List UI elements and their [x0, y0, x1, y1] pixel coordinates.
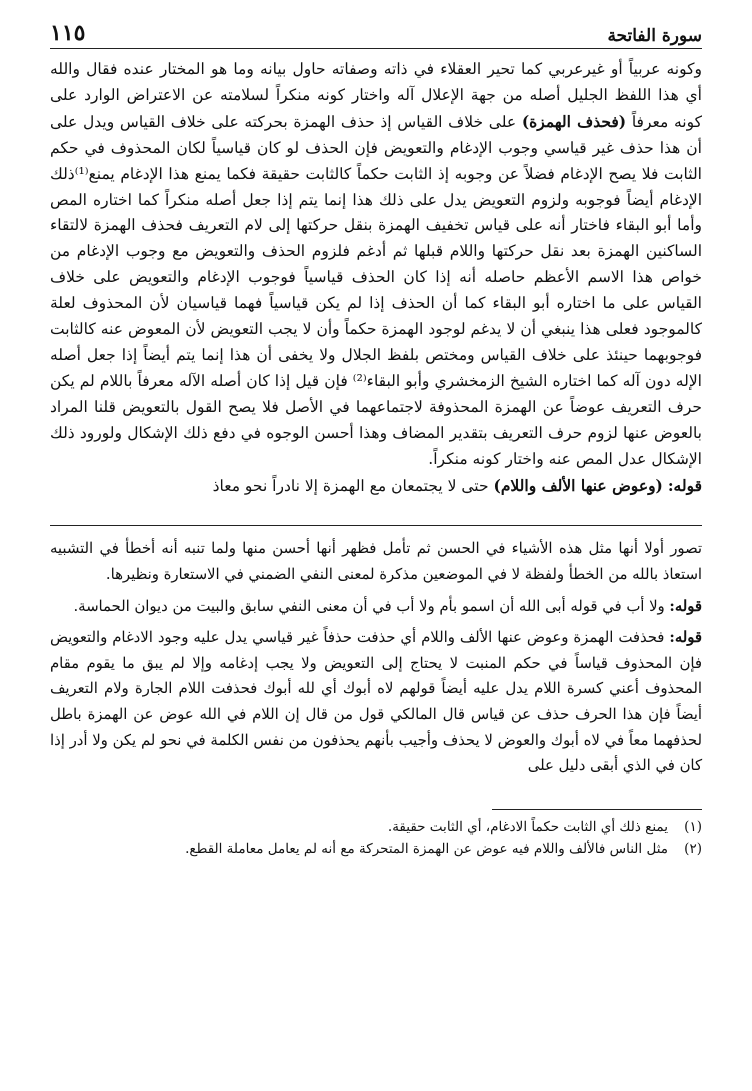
quote-bold-text: (وعوض عنها الألف واللام) [493, 475, 663, 495]
footnote-1 [50, 816, 702, 838]
commentary-text: ولا أب في قوله أبى الله أن اسمو بأم ولا أب في أن معنى النفي سابق والبيت من ديوان الحماسة. [73, 597, 665, 615]
commentary-text: فحذفت الهمزة وعوض عنها الألف واللام أي حذفت حذفاً غير قياسي يدل عليه وجود الادغام والتعويض فإن المحذوف قياساً في حكم المنبت لا يحتاج إلى التعويض ولا يجب إدغامه وإلا لم يبق ما يقوم مقام المحذوف أعني كسرة اللام يدل عليه أيضاً قولهم لاه أبوك أي لله أبوك فحذفت اللام الجارة ولام التعريف أيضاً فإن هذا الحرف حذف عن قياس قال المالكي قول من قال إن اللام في الله عوض عن الهمزة باطل لحذفهما معاً في لاه أبوك والعوض لا يحذف وأجيب بأنهم يحذفون من نفس الكلمة في نحو لم يكن ولا أدر إذا كان في الذي أبقى دليل على [50, 629, 702, 775]
main-paragraph [50, 57, 702, 473]
footnotes [50, 816, 702, 860]
bold-phrase-hadhf-hamza: (فحذف الهمزة) [521, 111, 627, 131]
footnote-text: مثل الناس فالألف واللام فيه عوض عن الهمزة المتحركة مع أنه لم يعامل معاملة القطع. [185, 840, 668, 857]
footnote-2 [50, 838, 702, 860]
footnote-number: (١) [684, 818, 702, 835]
commentary-divider [50, 525, 702, 526]
quote-rest-text: حتى لا يجتمعان مع الهمزة إلا نادراً نحو معاذ [212, 476, 489, 495]
quote-label: قوله: [667, 475, 702, 495]
commentary-paragraph-3 [50, 625, 702, 779]
commentary-section [50, 536, 702, 778]
footnote-number: (٢) [684, 840, 702, 857]
commentary-label: قوله: [669, 629, 702, 647]
commentary-paragraph-1: تصور أولا أنها مثل هذه الأشياء في الحسن ثم تأمل فظهر أنها أحسن منها ولما تنبه أنه أخطأ في التشبيه استعاذ بالله من الخطأ ولفظة لا في الموضعين مذكرة لمعنى النفي الضمني في الاستعارة ونظيرها. [50, 540, 702, 583]
footnote-text: يمنع ذلك أي الثابت حكماً الادغام، أي الثابت حقيقة. [387, 818, 668, 835]
page-header [50, 14, 702, 49]
commentary-label: قوله: [669, 597, 702, 615]
chapter-title: سورة الفاتحة [607, 26, 702, 46]
main-text [50, 57, 702, 499]
main-text-part-1: وكونه عربياً أو غيرعربي كما تحير العقلاء في ذاته وصفاته حاول بيانه وما هو المختار عنده فقال والله أي هذا اللفظ الجليل أصله من جهة الإعلال آله واختار كونه منكراً لسلامته عن الاعتراض الوارد على كونه معرفاً [50, 60, 702, 131]
commentary-paragraph-2 [50, 594, 702, 620]
main-text-part-2: على خلاف القياس إذ حذف الهمزة بحركته على خلاف القياس ويدل على أن هذا حذف غير قياسي وجوب الإدغام والتعويض فإن الحذف لو كان قياسياً لكان المحذوف في حكم الثابت فلا يصح الإدغام فضلاً عن وجوبه إذ الثابت حكماً كالثابت حقيقة فكما يمنع هذا الإدغام يمنع⁽¹⁾ذلك الإدغام أيضاً فوجوبه ولزوم التعويض يدل على ذلك هذا إنما يتم إذا جعل أصله منكراً كما اختاره المص وأما أبو البقاء فاختار أنه على قياس تخفيف الهمزة بنقل حركتها إلى لام التعريف فحذف الهمزة لالتقاء الساكنين الهمزة بعد نقل حركتها واللام قبلها ثم أدغم فلزوم الحذف والتعويض مع وجوب الإدغام من خواص هذا الاسم الأعظم حاصله أنه إذا كان الحذف قياسياً فوجوب الإدغام والتعويض على خلاف القياس على ما اختاره أبو البقاء كما أن الحذف إذا لم يكن قياسياً فهما قياسيان لأن المحذوف لعلة كالموجود فعلى هذا ينبغي أن لا يدغم لوجود الهمزة حكماً وأن لا يجب التعويض لأن المعوض عنه كالثابت فوجوبهما حينئذ على خلاف القياس ومختص بلفظ الجلال ولا يخفى أن هذا إنما يتم أيضاً إذا جعل أصله الإله دون آله كما اختاره الشيخ الزمخشري وأبو البقاء⁽²⁾ فإن قيل إذا كان أصله الآله معرفاً باللام لم يكن حرف التعريف عوضاً عن الهمزة المحذوفة لاجتماعهما في الأصل فلا يصح القول بالتعويض قلنا المراد بالعوض عنها لزوم حرف التعريف بتقدير المضاف وهذا أحسن الوجوه في دفع ذلك الإشكال ولورود ذلك الإشكال عدل المص عنه واختار كونه منكراً. [50, 112, 702, 468]
quote-line [50, 473, 702, 500]
page-number: ١١٥ [50, 20, 86, 46]
footnote-separator [492, 809, 702, 810]
book-page [50, 14, 702, 1081]
